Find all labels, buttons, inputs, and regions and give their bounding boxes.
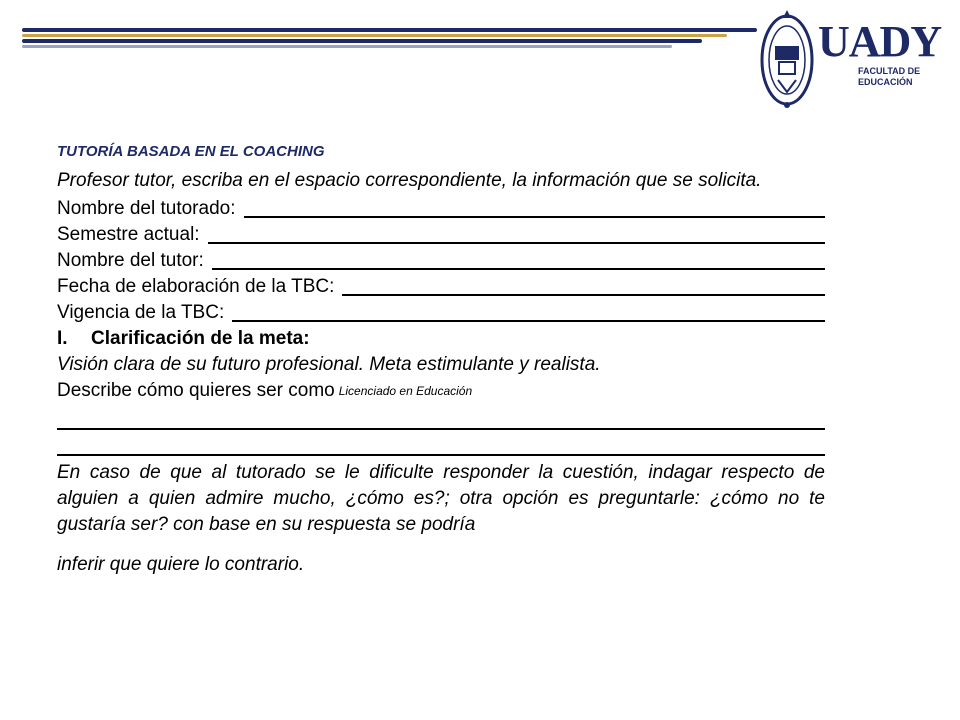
fill-in-line[interactable] <box>208 222 825 244</box>
field-vigencia <box>57 300 825 326</box>
faculty-name: FACULTAD DE EDUCACIÓN <box>858 66 921 87</box>
field-tutor <box>57 248 825 274</box>
section-title: Clarificación de la meta: <box>91 328 310 349</box>
describe-prompt: Describe cómo quieres ser como Licenciado en Educación <box>57 378 825 404</box>
fill-in-line[interactable] <box>342 274 825 296</box>
logo-wordmark: UADY <box>818 17 942 66</box>
vision-text: Visión clara de su futuro profesional. Meta estimulante y realista. <box>57 354 601 375</box>
tutor-note-end: inferir que quiere lo contrario. <box>57 554 305 575</box>
field-label: Fecha de elaboración de la TBC: <box>57 276 335 297</box>
answer-line-1[interactable] <box>57 404 825 430</box>
university-seal-icon <box>758 8 816 112</box>
field-label: Nombre del tutorado: <box>57 198 236 219</box>
document-body <box>57 142 825 578</box>
field-label: Semestre actual: <box>57 224 200 245</box>
field-semestre <box>57 222 825 248</box>
describe-role: Licenciado en Educación <box>338 384 473 398</box>
tutor-note: En caso de que al tutorado se le dificulte responder la cuestión, indagar respecto de alguien a quien admire mucho, ¿cómo es?; otra opción es preguntarle: ¿cómo no te gustaría ser? con base en su respuesta se podría <box>57 462 825 535</box>
instruction-text: Profesor tutor, escriba en el espacio correspondiente, la información que se solicita. <box>57 170 762 191</box>
field-label: Nombre del tutor: <box>57 250 204 271</box>
uady-logo <box>758 8 942 120</box>
fill-in-line[interactable] <box>244 196 826 218</box>
section-number: I. <box>57 328 68 349</box>
field-tutorado <box>57 196 825 222</box>
header-decorative-stripes <box>22 28 757 52</box>
section-heading <box>57 326 825 352</box>
field-fecha <box>57 274 825 300</box>
fill-in-line[interactable] <box>232 300 825 322</box>
document-title: TUTORÍA BASADA EN EL COACHING <box>57 143 325 160</box>
answer-line-2[interactable] <box>57 430 825 456</box>
fill-in-line[interactable] <box>212 248 825 270</box>
field-label: Vigencia de la TBC: <box>57 302 225 323</box>
